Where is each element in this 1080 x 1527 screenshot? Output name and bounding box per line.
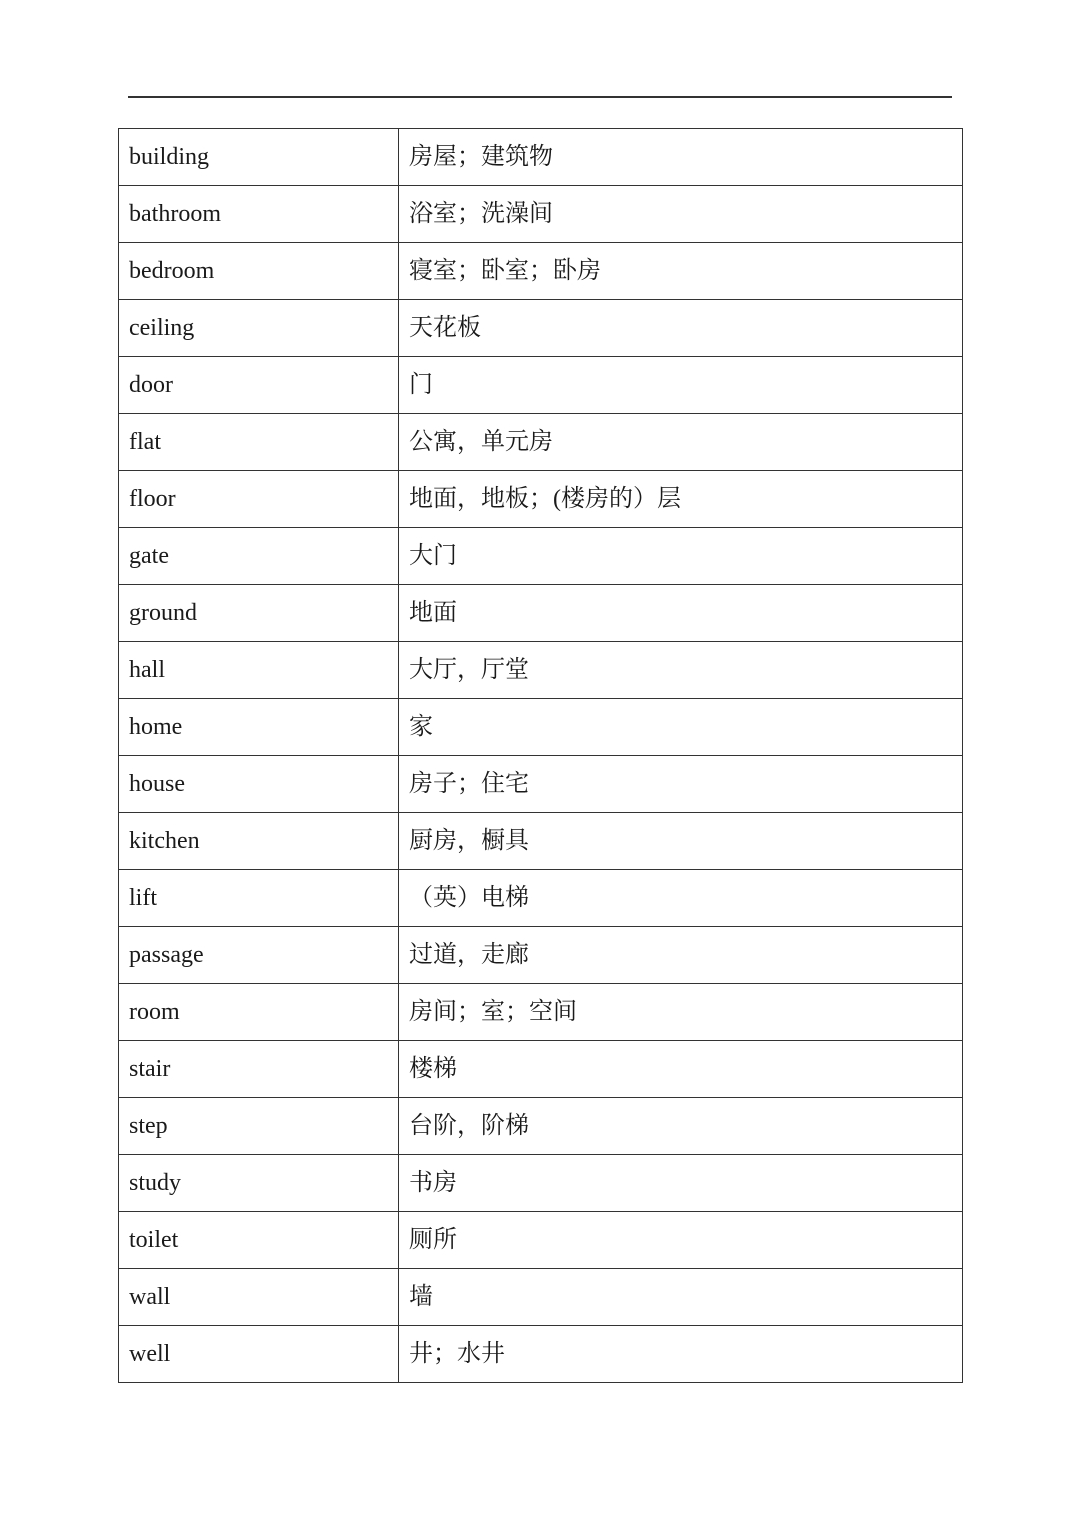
english-word-cell: bedroom [119, 243, 399, 300]
english-word-cell: floor [119, 471, 399, 528]
english-word-cell: gate [119, 528, 399, 585]
table-row [119, 813, 963, 870]
chinese-meaning-cell: 井；水井 [399, 1326, 963, 1383]
table-row [119, 471, 963, 528]
vocabulary-table [118, 128, 963, 1383]
chinese-meaning-cell: 厕所 [399, 1212, 963, 1269]
english-word-cell: room [119, 984, 399, 1041]
table-row [119, 357, 963, 414]
table-row [119, 1041, 963, 1098]
english-word-cell: kitchen [119, 813, 399, 870]
english-word-cell: lift [119, 870, 399, 927]
chinese-meaning-cell: 房屋；建筑物 [399, 129, 963, 186]
english-word-cell: well [119, 1326, 399, 1383]
english-word-cell: step [119, 1098, 399, 1155]
chinese-meaning-cell: 公寓，单元房 [399, 414, 963, 471]
table-row [119, 984, 963, 1041]
english-word-cell: toilet [119, 1212, 399, 1269]
table-row [119, 1098, 963, 1155]
table-row [119, 870, 963, 927]
english-word-cell: passage [119, 927, 399, 984]
table-row [119, 756, 963, 813]
chinese-meaning-cell: 门 [399, 357, 963, 414]
chinese-meaning-cell: 墙 [399, 1269, 963, 1326]
vocabulary-table-body [119, 129, 963, 1383]
english-word-cell: stair [119, 1041, 399, 1098]
table-row [119, 1326, 963, 1383]
table-row [119, 1155, 963, 1212]
chinese-meaning-cell: 厨房，橱具 [399, 813, 963, 870]
english-word-cell: wall [119, 1269, 399, 1326]
chinese-meaning-cell: 地面，地板；(楼房的）层 [399, 471, 963, 528]
chinese-meaning-cell: 家 [399, 699, 963, 756]
chinese-meaning-cell: 房子；住宅 [399, 756, 963, 813]
table-row [119, 927, 963, 984]
english-word-cell: ground [119, 585, 399, 642]
table-row [119, 243, 963, 300]
english-word-cell: home [119, 699, 399, 756]
chinese-meaning-cell: 台阶，阶梯 [399, 1098, 963, 1155]
english-word-cell: hall [119, 642, 399, 699]
english-word-cell: house [119, 756, 399, 813]
english-word-cell: study [119, 1155, 399, 1212]
table-row [119, 1212, 963, 1269]
english-word-cell: door [119, 357, 399, 414]
chinese-meaning-cell: 浴室；洗澡间 [399, 186, 963, 243]
chinese-meaning-cell: 寝室；卧室；卧房 [399, 243, 963, 300]
table-row [119, 186, 963, 243]
english-word-cell: flat [119, 414, 399, 471]
chinese-meaning-cell: 楼梯 [399, 1041, 963, 1098]
english-word-cell: building [119, 129, 399, 186]
table-row [119, 300, 963, 357]
chinese-meaning-cell: 大门 [399, 528, 963, 585]
table-row [119, 585, 963, 642]
chinese-meaning-cell: 天花板 [399, 300, 963, 357]
table-row [119, 1269, 963, 1326]
chinese-meaning-cell: 大厅，厅堂 [399, 642, 963, 699]
chinese-meaning-cell: （英）电梯 [399, 870, 963, 927]
table-row [119, 528, 963, 585]
english-word-cell: ceiling [119, 300, 399, 357]
chinese-meaning-cell: 书房 [399, 1155, 963, 1212]
english-word-cell: bathroom [119, 186, 399, 243]
table-row [119, 699, 963, 756]
table-row [119, 414, 963, 471]
chinese-meaning-cell: 房间；室；空间 [399, 984, 963, 1041]
table-row [119, 642, 963, 699]
header-rule [128, 96, 952, 98]
table-row [119, 129, 963, 186]
chinese-meaning-cell: 过道，走廊 [399, 927, 963, 984]
chinese-meaning-cell: 地面 [399, 585, 963, 642]
